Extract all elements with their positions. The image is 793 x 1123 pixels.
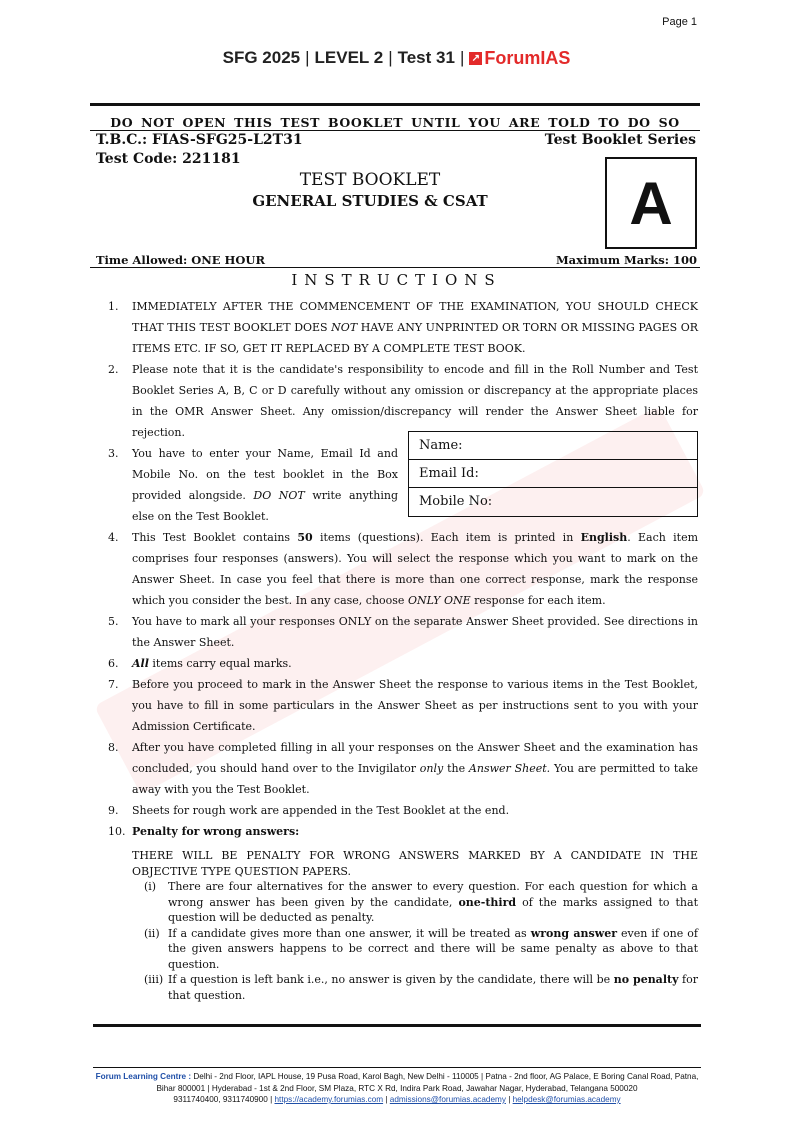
item-text: . Each item comprises four responses (answers). You will select the response which you want to mark on the Answer Sheet. In case you feel that there is more than one correct response, mark the response which you consider the best. In any case, choose <box>132 531 699 607</box>
penalty-text: even if one of the given answers happens to be correct and there will be same penalty as above to that question. <box>168 926 699 971</box>
document-header <box>0 48 793 69</box>
instruction-item <box>104 800 698 821</box>
item-text: write anything else on the Test Booklet. <box>132 489 398 523</box>
penalty-numeral: (iii) <box>144 973 164 986</box>
maximum-marks: Maximum Marks: 100 <box>555 253 697 267</box>
penalty-text-bold: wrong answer <box>530 926 617 940</box>
email-field[interactable]: Email Id: <box>409 460 697 488</box>
instruction-item <box>104 527 698 611</box>
instruction-item <box>104 443 698 527</box>
item-text: This Test Booklet contains <box>132 531 298 544</box>
item-number: 4. <box>108 531 119 544</box>
item-text: Before you proceed to mark in the Answer Sheet the response to various items in the Test Booklet, you have to fill in some particulars in the Answer Sheet as per instructions sent to you with your Admission Certificate. <box>132 678 698 733</box>
penalty-text-bold: no penalty <box>613 973 679 986</box>
tbc-code: T.B.C.: FIAS-SFG25-L2T31 <box>96 132 303 148</box>
item-text-italic: DO NOT <box>253 489 305 502</box>
booklet-title: TEST BOOKLET <box>299 170 441 190</box>
header-level: LEVEL 2 <box>314 48 384 67</box>
top-rule <box>90 103 700 106</box>
penalty-numeral: (i) <box>144 880 157 893</box>
series-letter-box <box>605 157 697 249</box>
footer-separator: | <box>383 1095 390 1104</box>
item-number: 5. <box>108 615 119 628</box>
penalty-text: If a candidate gives more than one answer, it will be treated as <box>168 926 531 940</box>
booklet-subtitle: GENERAL STUDIES & CSAT <box>252 192 488 210</box>
footer-phones: 9311740400, 9311740900 | <box>173 1095 275 1104</box>
item-text: You are permitted to take away with you the Test Booklet. <box>132 762 698 796</box>
item-number: 3. <box>108 447 119 460</box>
header-test: Test 31 <box>397 48 455 67</box>
admissions-email-link[interactable]: admissions@forumias.academy <box>389 1095 506 1104</box>
instruction-item <box>104 359 698 443</box>
header-series: SFG 2025 <box>222 48 301 67</box>
footer-addresses: Delhi - 2nd Floor, IAPL House, 19 Pusa Road, Karol Bagh, New Delhi - 110005 | Patna - 2nd floor, AG Palace, E Boring Canal Road, Patna, Bihar 800001 | Hyderabad - 1st & 2nd Floor, SM Plaza, RTC X Rd, Indira Park Road, Jawahar Nagar, Hyderabad, Telangana 500020 <box>156 1072 699 1093</box>
item-text: items (questions). Each item is printed in <box>312 531 581 544</box>
item-text: You have to enter your Name, Email Id and Mobile No. on the test booklet in the Box provided alongside. <box>132 447 398 502</box>
forumias-logo <box>469 48 570 69</box>
footer <box>93 1071 701 1106</box>
item-text-bold: Penalty for wrong answers: <box>132 825 300 838</box>
item-number: 9. <box>108 804 119 817</box>
instruction-item <box>104 611 698 653</box>
instruction-item <box>104 821 698 842</box>
item-number: 8. <box>108 741 119 754</box>
item-text: response for each item. <box>470 594 606 607</box>
penalty-numeral: (ii) <box>144 926 160 940</box>
penalty-text: of the marks assigned to that question will be deducted as penalty. <box>168 895 698 924</box>
item-text-italic: only <box>419 762 444 775</box>
instructions-heading: INSTRUCTIONS <box>291 271 502 289</box>
item-text-italic: NOT <box>331 321 358 334</box>
penalty-text: If a question is left bank i.e., no answer is given by the candidate, there will be <box>168 973 614 986</box>
item-text: After you have completed filling in all your responses on the Answer Sheet and the examination has concluded, you should hand over to the Invigilator <box>132 741 698 775</box>
logo-forum-text: Forum <box>484 48 541 69</box>
time-allowed: Time Allowed: ONE HOUR <box>96 253 266 267</box>
instruction-item <box>104 674 698 737</box>
header-separator: | <box>305 48 310 67</box>
bottom-rule <box>93 1024 701 1027</box>
footer-separator: | <box>505 1095 513 1104</box>
penalty-lead: THERE WILL BE PENALTY FOR WRONG ANSWERS MARKED BY A CANDIDATE IN THE OBJECTIVE TYPE QUESTION PAPERS. <box>132 849 698 878</box>
series-letter: A <box>629 169 673 237</box>
penalty-text: for that question. <box>168 973 698 1002</box>
footer-rule <box>93 1067 701 1068</box>
item-number: 7. <box>108 678 119 691</box>
penalty-section <box>132 848 698 1003</box>
item-number: 6. <box>108 657 119 670</box>
arrow-icon: ↗ <box>469 52 482 65</box>
penalty-text-bold: one-third <box>458 895 517 909</box>
item-text: HAVE ANY UNPRINTED OR TORN OR MISSING PAGES OR ITEMS ETC. IF SO, GET IT REPLACED BY A COMPLETE TEST BOOK. <box>132 321 698 355</box>
instruction-item <box>104 737 698 800</box>
mobile-field[interactable]: Mobile No: <box>419 494 493 509</box>
page-number: Page 1 <box>662 16 697 28</box>
footer-centre-label: Forum Learning Centre : <box>95 1072 192 1081</box>
time-rule <box>90 267 700 268</box>
helpdesk-email-link[interactable]: helpdesk@forumias.academy <box>512 1095 621 1104</box>
item-text: items carry equal marks. <box>148 657 292 670</box>
item-text-italic: ONLY ONE <box>407 594 471 607</box>
item-text: the <box>443 762 469 775</box>
item-text: Sheets for rough work are appended in the Test Booklet at the end. <box>132 804 510 817</box>
penalty-rule <box>132 879 698 926</box>
instructions-list <box>104 296 698 842</box>
item-number: 10. <box>108 825 126 838</box>
header-separator: | <box>388 48 393 67</box>
item-text: You have to mark all your responses ONLY on the separate Answer Sheet provided. See directions in the Answer Sheet. <box>132 615 698 649</box>
item-text: IMMEDIATELY AFTER THE COMMENCEMENT OF THE EXAMINATION, YOU SHOULD CHECK THAT THIS TEST BOOKLET DOES <box>132 300 698 334</box>
booklet-series-label: Test Booklet Series <box>544 132 696 148</box>
instruction-item <box>104 653 698 674</box>
notice-rule <box>90 130 700 131</box>
name-field[interactable]: Name: <box>409 432 697 460</box>
item-number: 2. <box>108 363 119 376</box>
item-text-bold: 50 <box>297 531 313 544</box>
item-text-bold: All <box>132 657 149 670</box>
item-number: 1. <box>108 300 119 313</box>
header-separator: | <box>459 48 465 67</box>
test-code: Test Code: 221181 <box>96 151 241 167</box>
do-not-open-notice: DO NOT OPEN THIS TEST BOOKLET UNTIL YOU ARE TOLD TO DO SO <box>110 115 680 130</box>
item-text: Please note that it is the candidate's responsibility to encode and fill in the Roll Number and Test Booklet Series A, B, C or D carefully without any omission or discrepancy at the appropriate places in the OMR Answer Sheet. Any omission/discrepancy will render the Answer Sheet liable for rejection. <box>132 363 698 439</box>
penalty-text: There are four alternatives for the answer to every question. For each question for which a wrong answer has been given by the candidate, <box>168 880 698 909</box>
penalty-rule <box>132 972 698 1003</box>
penalty-rule <box>132 926 698 973</box>
logo-ias-text: IAS <box>540 48 571 69</box>
instruction-item <box>104 296 698 359</box>
website-link[interactable]: https://academy.forumias.com <box>274 1095 384 1104</box>
item-text-bold: English <box>580 531 628 544</box>
item-text-italic: Answer Sheet. <box>468 762 551 775</box>
